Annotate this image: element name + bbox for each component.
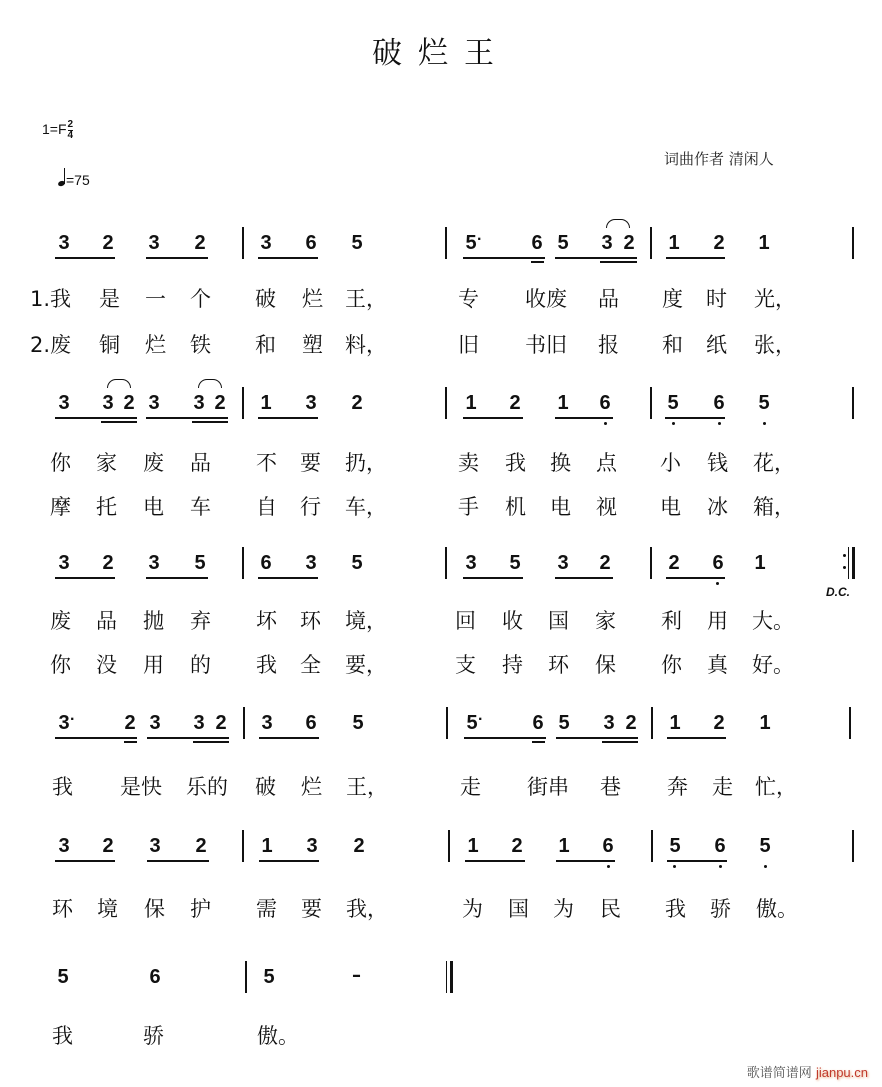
note: 1 — [669, 712, 681, 734]
note: 2 — [194, 232, 206, 254]
note: 5 — [351, 232, 363, 254]
note: 1 — [261, 835, 273, 857]
note: 3 — [557, 552, 569, 574]
note: 6 — [260, 552, 272, 574]
note: 2 — [599, 552, 611, 574]
note: 5 — [351, 552, 363, 574]
low-octave-dot — [607, 865, 610, 868]
underline — [124, 741, 137, 743]
note: 1 — [758, 232, 770, 254]
system-5-lyrics: 环 境 保 护 需 要 我， 为 国 为 民 我 骄 傲。 — [52, 897, 798, 921]
note: 3 — [306, 835, 318, 857]
note: 2 — [625, 712, 637, 734]
system-2-lyrics-verse-2: 摩 托 电 车 自 行 车， 手 机 电 视 电 冰 箱， — [50, 495, 795, 519]
barline — [651, 707, 653, 739]
note: 5 — [509, 552, 521, 574]
note: 2 — [215, 712, 227, 734]
barline — [448, 830, 450, 862]
underline — [55, 737, 137, 739]
slur — [107, 379, 131, 388]
note: 1 — [668, 232, 680, 254]
note: 2 — [102, 232, 114, 254]
note: 6 — [305, 232, 317, 254]
note: 3 — [305, 392, 317, 414]
barline — [445, 547, 447, 579]
note: 3 — [148, 392, 160, 414]
underline — [147, 860, 209, 862]
underline — [55, 860, 115, 862]
underline — [532, 741, 545, 743]
underline — [556, 737, 638, 739]
system-1-notes: 3 2 3 2 3 6 5 5 · 6 5 3 2 1 2 1 — [0, 231, 882, 281]
note: 5 — [558, 712, 570, 734]
repeat-dot — [843, 566, 846, 569]
note: 3 — [58, 552, 70, 574]
low-octave-dot — [604, 422, 607, 425]
note: 1 — [467, 835, 479, 857]
barline — [446, 707, 448, 739]
barline — [242, 387, 244, 419]
note: 3 — [148, 232, 160, 254]
barline — [651, 830, 653, 862]
note: 6 — [602, 835, 614, 857]
slur — [606, 219, 630, 228]
underline — [146, 417, 228, 419]
note: 5 — [466, 712, 478, 734]
low-octave-dot — [672, 422, 675, 425]
note: 6 — [532, 712, 544, 734]
quarter-note-icon — [58, 168, 66, 188]
note: 3 — [193, 392, 205, 414]
low-octave-dot — [763, 422, 766, 425]
note: 2 — [623, 232, 635, 254]
note: 2 — [351, 392, 363, 414]
note: 5 — [57, 966, 69, 988]
note: 2 — [124, 712, 136, 734]
system-6-notes — [0, 965, 882, 1015]
repeat-dot — [843, 554, 846, 557]
note: 2 — [102, 835, 114, 857]
barline — [242, 227, 244, 259]
barline — [650, 387, 652, 419]
note: 2 — [509, 392, 521, 414]
note: 2 — [195, 835, 207, 857]
note: 3 — [465, 552, 477, 574]
note: 6 — [149, 966, 161, 988]
underline — [146, 257, 208, 259]
note: 3 — [58, 712, 70, 734]
note: 3 — [260, 232, 272, 254]
barline — [445, 387, 447, 419]
underline — [463, 417, 523, 419]
note: 3 — [58, 392, 70, 414]
note: 5 — [465, 232, 477, 254]
note: 5 — [759, 835, 771, 857]
system-4-notes: 3 · 2 3 3 2 3 6 5 5 · 6 5 3 2 1 2 1 — [0, 711, 882, 761]
note: 5 — [352, 712, 364, 734]
underline — [55, 577, 115, 579]
note: 5 — [263, 966, 275, 988]
note: 5 — [669, 835, 681, 857]
underline — [666, 577, 725, 579]
author-credit: 词曲作者 清闲人 — [664, 150, 774, 168]
note: 3 — [149, 712, 161, 734]
note: 5 — [557, 232, 569, 254]
note: 2 — [102, 552, 114, 574]
note: 3 — [58, 232, 70, 254]
underline — [464, 737, 546, 739]
system-2-lyrics-verse-1: 你 家 废 品 不 要 扔， 卖 我 换 点 小 钱 花， — [50, 451, 795, 475]
low-octave-dot — [718, 422, 721, 425]
low-octave-dot — [716, 582, 719, 585]
note: 3 — [603, 712, 615, 734]
barline — [243, 707, 245, 739]
watermark: 歌谱简谱网 jianpu.cn — [746, 1065, 868, 1081]
key-signature — [42, 120, 73, 141]
note: 2 — [353, 835, 365, 857]
note: 3 — [148, 552, 160, 574]
note: 6 — [599, 392, 611, 414]
system-1-lyrics-verse-1: 1.我 是 一 个 破 烂 王， 专 收废 品 度 时 光， — [30, 287, 796, 311]
system-2-notes — [0, 391, 882, 441]
underline — [556, 860, 615, 862]
note: 5 — [758, 392, 770, 414]
underline — [667, 860, 727, 862]
barline — [849, 707, 851, 739]
barline — [852, 830, 854, 862]
tempo-marking: =75 — [58, 168, 90, 188]
note: 2 — [713, 232, 725, 254]
note: 6 — [531, 232, 543, 254]
barline — [650, 547, 652, 579]
underline — [555, 417, 613, 419]
underline — [258, 257, 318, 259]
note: 1 — [557, 392, 569, 414]
underline — [555, 577, 613, 579]
barline — [852, 227, 854, 259]
note: 3 — [261, 712, 273, 734]
low-octave-dot — [764, 865, 767, 868]
system-5-notes — [0, 834, 882, 884]
time-signature: $\frac{2}{4}$ — [67, 119, 74, 141]
underline — [193, 741, 229, 743]
final-barline-thin — [446, 961, 447, 993]
barline — [245, 961, 247, 993]
low-octave-dot — [719, 865, 722, 868]
note: 1 — [558, 835, 570, 857]
dc-mark: D.C. — [826, 585, 850, 599]
system-1-lyrics-verse-2: 2.废 铜 烂 铁 和 塑 料， 旧 书旧 报 和 纸 张， — [30, 333, 796, 357]
note: 1 — [260, 392, 272, 414]
underline — [600, 261, 637, 263]
note: 2 — [668, 552, 680, 574]
system-3-lyrics-verse-2: 你 没 用 的 我 全 要， 支 持 环 保 你 真 好。 — [50, 653, 794, 677]
final-barline-thick — [450, 961, 453, 993]
repeat-barline-thin — [848, 547, 849, 579]
slur — [198, 379, 222, 388]
barline — [242, 547, 244, 579]
barline — [852, 387, 854, 419]
note: 3 — [149, 835, 161, 857]
sustain-dash: – — [352, 965, 361, 986]
underline — [258, 577, 318, 579]
underline — [259, 860, 319, 862]
key-label: 1=F — [42, 121, 67, 138]
underline — [666, 257, 725, 259]
underline — [555, 257, 637, 259]
underline — [259, 737, 319, 739]
note: 6 — [305, 712, 317, 734]
note: 1 — [759, 712, 771, 734]
underline — [602, 741, 638, 743]
barline — [242, 830, 244, 862]
underline — [192, 421, 228, 423]
system-6-lyrics: 我 骄 傲。 — [52, 1024, 299, 1048]
system-4-lyrics: 我 是快 乐的 破 烂 王， 走 街串 巷 奔 走 忙， — [52, 775, 797, 799]
underline — [55, 257, 115, 259]
note: 5 — [667, 392, 679, 414]
underline — [465, 860, 525, 862]
repeat-barline-thick — [852, 547, 855, 579]
underline — [667, 737, 726, 739]
underline — [463, 257, 545, 259]
note: 2 — [511, 835, 523, 857]
system-3-notes — [0, 551, 882, 601]
note: 1 — [754, 552, 766, 574]
underline — [146, 577, 208, 579]
note: 2 — [214, 392, 226, 414]
system-3-lyrics-verse-1: 废 品 抛 弃 坏 环 境， 回 收 国 家 利 用 大。 — [50, 609, 794, 633]
song-title: 破烂王 — [372, 36, 510, 71]
note: 3 — [601, 232, 613, 254]
barline — [650, 227, 652, 259]
note: 3 — [193, 712, 205, 734]
note: 6 — [714, 835, 726, 857]
note: 3 — [58, 835, 70, 857]
underline — [665, 417, 725, 419]
barline — [445, 227, 447, 259]
note: 3 — [305, 552, 317, 574]
underline — [101, 421, 137, 423]
low-octave-dot — [673, 865, 676, 868]
underline — [258, 417, 318, 419]
underline — [55, 417, 137, 419]
note: 3 — [102, 392, 114, 414]
note: 6 — [713, 392, 725, 414]
note: 5 — [194, 552, 206, 574]
note: 6 — [712, 552, 724, 574]
note: 2 — [713, 712, 725, 734]
underline — [147, 737, 229, 739]
note: 1 — [465, 392, 477, 414]
underline — [463, 577, 523, 579]
underline — [531, 261, 544, 263]
note: 2 — [123, 392, 135, 414]
